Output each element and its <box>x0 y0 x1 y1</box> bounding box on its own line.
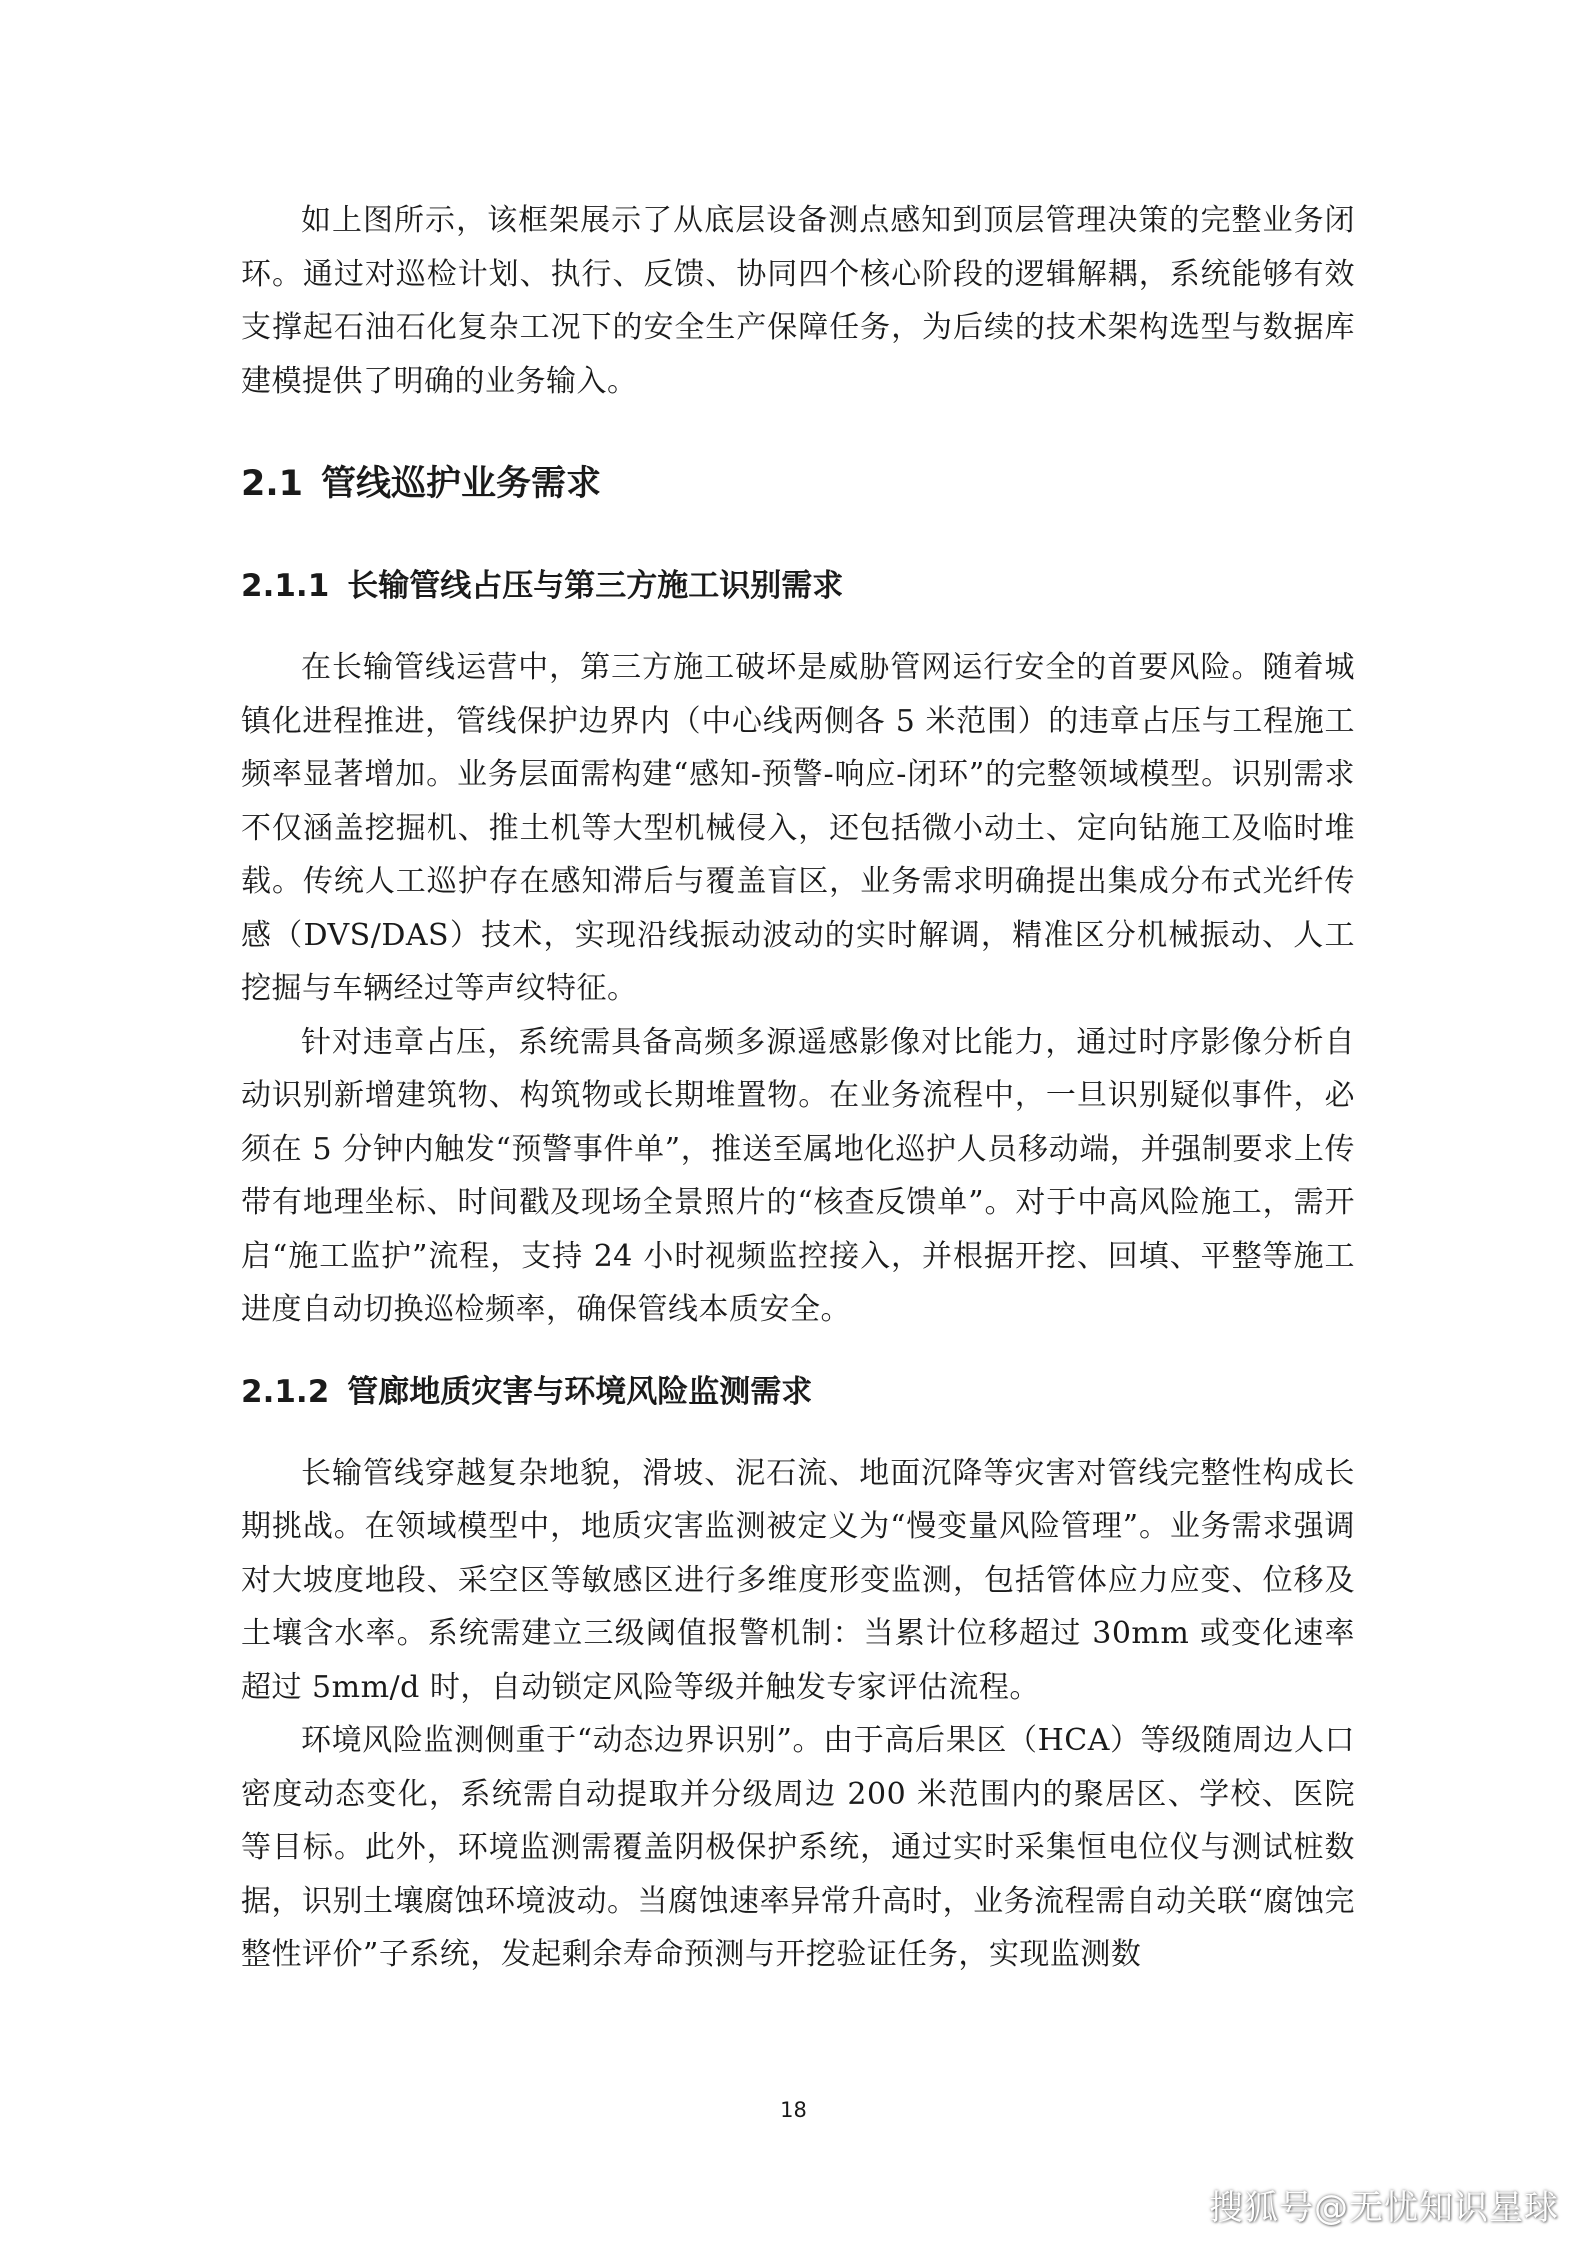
section-title: 管廊地质灾害与环境风险监测需求 <box>347 1373 813 1410</box>
section-title: 长输管线占压与第三方施工识别需求 <box>347 568 844 604</box>
section-heading-2-1-2 <box>241 1369 1355 1415</box>
watermark: 搜狐号@无忧知识星球 <box>1209 2188 1559 2228</box>
paragraph: 长输管线穿越复杂地貌，滑坡、泥石流、地面沉降等灾害对管线完整性构成长期挑战。在领域模型中，地质灾害监测被定义为“慢变量风险管理”。业务需求强调对大坡度地段、采空区等敏感区进行多维度形变监测，包括管体应力应变、位移及土壤含水率。系统需建立三级阈值报警机制：当累计位移超过 30mm 或变化速率超过 5mm/d 时，自动锁定风险等级并触发专家评估流程。 <box>241 1455 1355 1705</box>
section-number: 2.1 <box>241 464 304 504</box>
page-number: 18 <box>780 2098 807 2122</box>
section-title: 管线巡护业务需求 <box>321 464 602 504</box>
paragraph: 针对违章占压，系统需具备高频多源遥感影像对比能力，通过时序影像分析自动识别新增建筑物、构筑物或长期堆置物。在业务流程中，一旦识别疑似事件，必须在 5 分钟内触发“预警事件单”，推送至属地化巡护人员移动端，并强制要求上传带有地理坐标、时间戳及现场全景照片的“核查反馈单”。对于中高风险施工，需开启“施工监护”流程，支持 24 小时视频监控接入，并根据开挖、回填、平整等施工进度自动切换巡检频率，确保管线本质安全。 <box>241 1024 1355 1327</box>
section-number: 2.1.2 <box>241 1373 330 1410</box>
paragraph: 环境风险监测侧重于“动态边界识别”。由于高后果区（HCA）等级随周边人口密度动态变化，系统需自动提取并分级周边 200 米范围内的聚居区、学校、医院等目标。此外，环境监测需覆盖阴极保护系统，通过实时采集恒电位仪与测试桩数据，识别土壤腐蚀环境波动。当腐蚀速率异常升高时，业务流程需自动关联“腐蚀完整性评价”子系统，发起剩余寿命预测与开挖验证任务，实现监测数 <box>241 1723 1355 1972</box>
page-content <box>241 194 1355 1982</box>
paragraph: 在长输管线运营中，第三方施工破坏是威胁管网运行安全的首要风险。随着城镇化进程推进，管线保护边界内（中心线两侧各 5 米范围）的违章占压与工程施工频率显著增加。业务层面需构建“感知-预警-响应-闭环”的完整领域模型。识别需求不仅涵盖挖掘机、推土机等大型机械侵入，还包括微小动土、定向钻施工及临时堆载。传统人工巡护存在感知滞后与覆盖盲区，业务需求明确提出集成分布式光纤传感（DVS/DAS）技术，实现沿线振动波动的实时解调，精准区分机械振动、人工挖掘与车辆经过等声纹特征。 <box>241 650 1355 1006</box>
intro-paragraph: 如上图所示，该框架展示了从底层设备测点感知到顶层管理决策的完整业务闭环。通过对巡检计划、执行、反馈、协同四个核心阶段的逻辑解耦，系统能够有效支撑起石油石化复杂工况下的安全生产保障任务，为后续的技术架构选型与数据库建模提供了明确的业务输入。 <box>241 203 1355 399</box>
section-number: 2.1.1 <box>241 568 330 604</box>
section-heading-2-1-1 <box>241 563 1355 609</box>
section-heading-2-1 <box>241 460 1355 508</box>
